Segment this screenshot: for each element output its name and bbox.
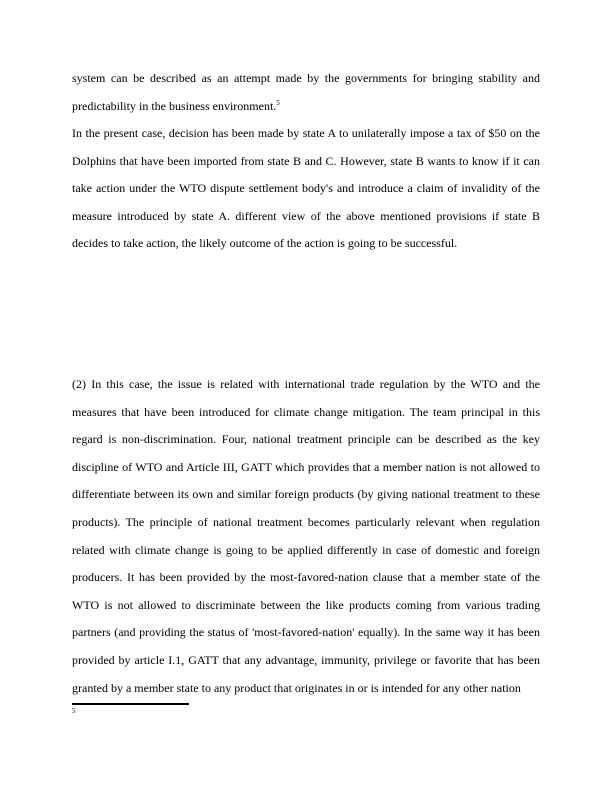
footnote-number: 5: [72, 707, 76, 715]
paragraph-3-text: (2) In this case, the issue is related with international trade regulation by the WTO and the measures that have been introduced for climate change mitigation. The team principal in this regard is non-discrimination. Four, national treatment principle can be described as the key discipline of WTO and Article III, GATT which provides that a member nation is not allowed to differentiate between its own and similar foreign products (by giving national treatment to these products). The principle of national treatment becomes particularly relevant when regulation related with climate change is going to be applied differently in case of domestic and foreign producers. It has been provided by the most-favored-nation clause that a member state of the WTO is not allowed to discriminate between the like products coming from various trading partners (and providing the status of 'most-favored-nation' equally). In the same way it has been provided by article I.1, GATT that any advantage, immunity, privilege or favorite that has been granted by a member state to any product that originates in or is intended for any other nation: [72, 377, 540, 695]
footnote-reference: 5: [276, 98, 280, 107]
footnote-separator: [72, 703, 189, 705]
paragraph-3: [72, 371, 540, 702]
paragraph-2-text: In the present case, decision has been made by state A to unilaterally impose a tax of $50 on the Dolphins that have been imported from state B and C. However, state B wants to know if it can take action under the WTO dispute settlement body's and introduce a claim of invalidity of the measure introduced by state A. different view of the above mentioned provisions if state B decides to take action, the likely outcome of the action is going to be successful.: [72, 126, 540, 251]
paragraph-1-text: system can be described as an attempt made by the governments for bringing stability and predictability in the business environment.: [72, 71, 540, 113]
paragraph-2: [72, 120, 540, 258]
paragraph-1: [72, 65, 540, 120]
